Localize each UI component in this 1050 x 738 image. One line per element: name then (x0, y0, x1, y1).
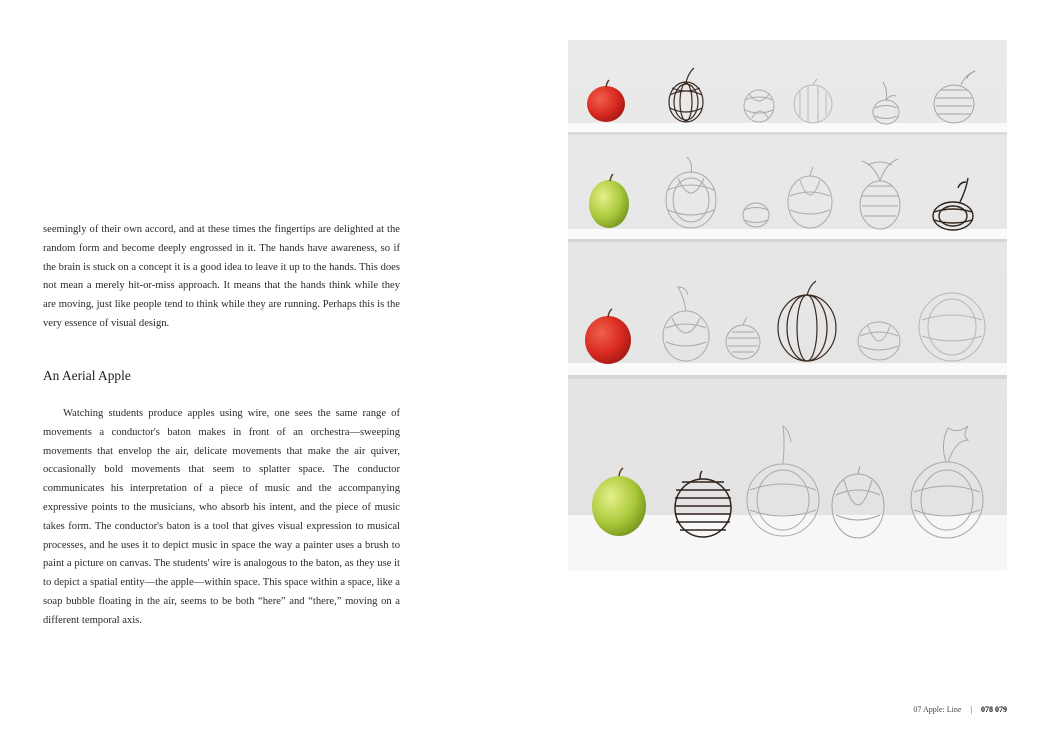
apples-photo (568, 40, 1007, 571)
shelf-2 (568, 229, 1007, 242)
shelf-3 (568, 363, 1007, 379)
apples-photo-illustration (568, 40, 1007, 571)
body-paragraph-2: Watching students produce apples using wire, one sees the same range of movements a conductor's baton makes in front of an orchestra—sweeping movements that envelop the air, delicate movements that make the air quiver, occasionally bold movements that seem to splatter space. The conductor communicates his interpretation of a piece of music and the accompanying expressive points to the musicians, who absorb his intent, and the piece of music takes form. The conductor's baton is a tool that gives visual expression to musical processes, and he uses it to depict music in space the way a painter uses a brush to paint a picture on canvas. The students' wire is analogous to the baton, as they use it to depict a spatial entity—the apple—within space. This space within a space, like a soap bubble floating in the air, seems to be both “here” and “there,” moving on a different temporal axis. (43, 408, 400, 626)
page-footer (913, 705, 1007, 714)
page-numbers: 078 079 (981, 705, 1007, 714)
chapter-label: 07 Apple: Line (913, 705, 962, 714)
footer-separator: | (970, 705, 972, 714)
body-paragraph-1: seemingly of their own accord, and at these times the fingertips are delighted at the random form and become deeply engrossed in it. The hands have awareness, so if the brain is stuck on a concept it is a good idea to leave it up to the hands. This does not mean a merely hit-or-miss approach. It means that the hands think while they are moving, just like people tend to think while they are running. Perhaps this is the very essence of visual design. (43, 224, 400, 329)
shelf-1 (568, 123, 1007, 135)
section-heading: An Aerial Apple (43, 368, 131, 383)
